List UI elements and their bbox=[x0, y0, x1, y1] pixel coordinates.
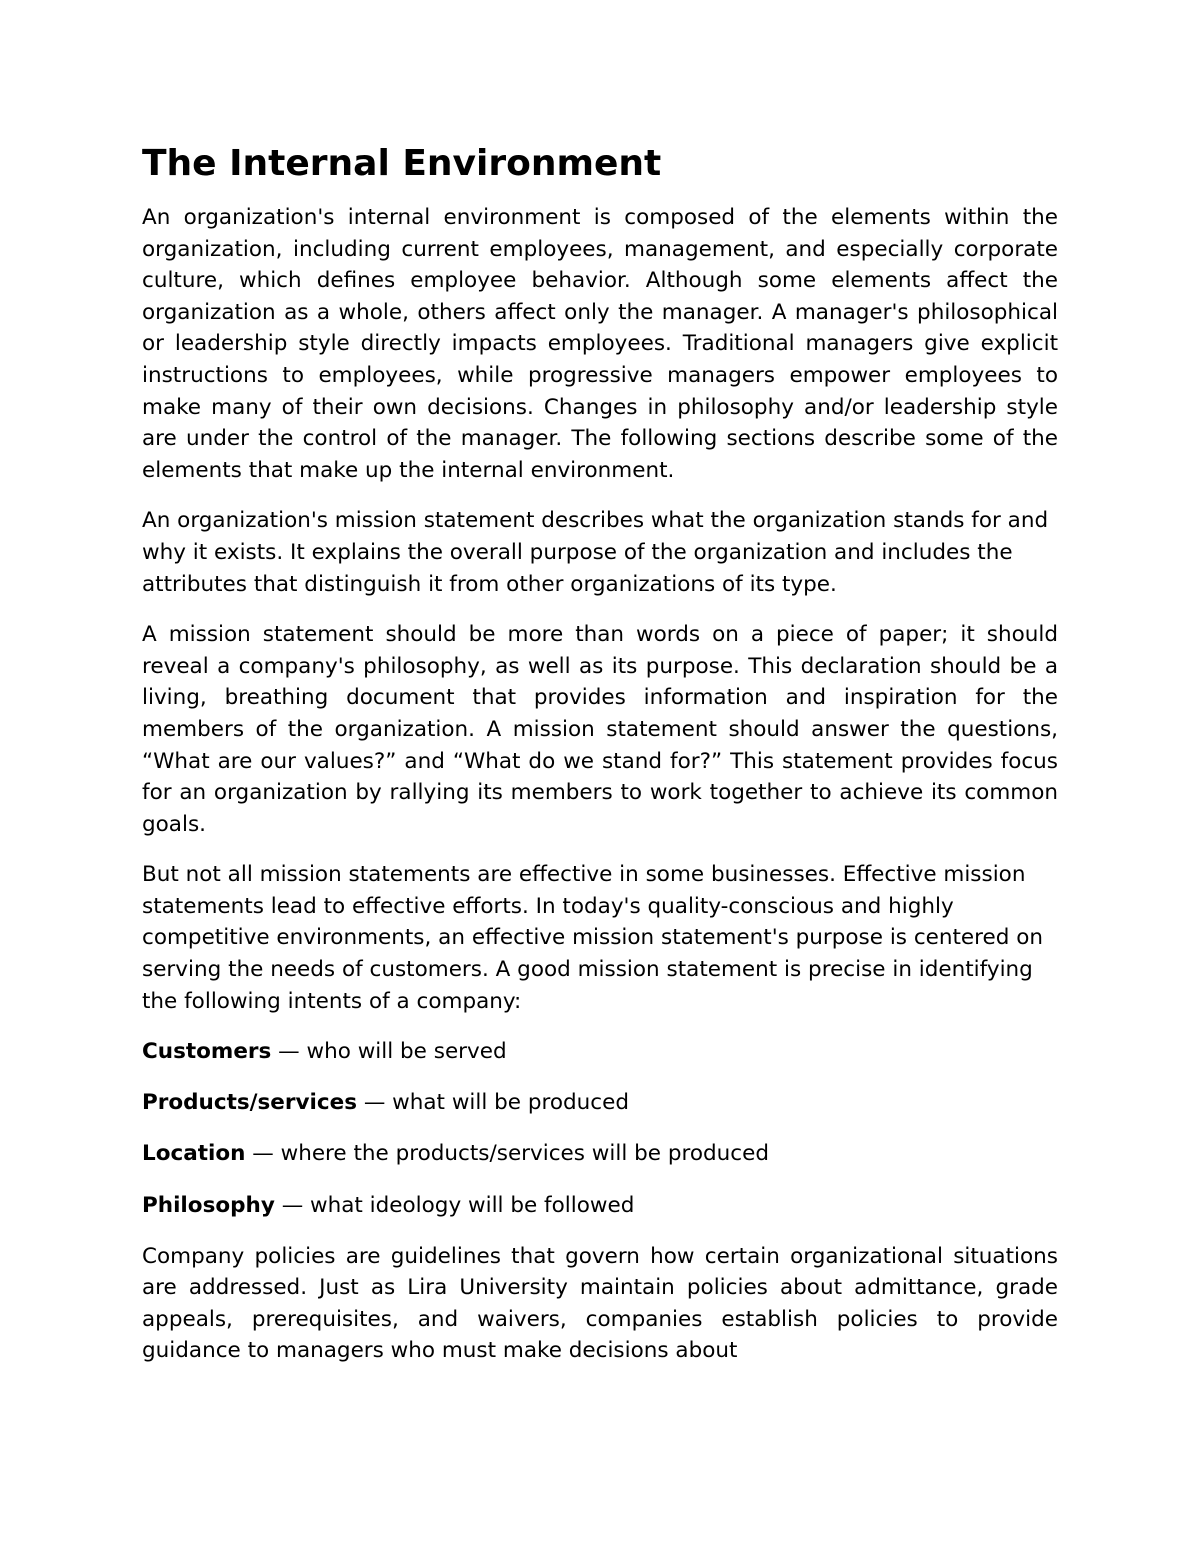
document-title: The Internal Environment bbox=[142, 143, 662, 184]
paragraph-effective-mission-statements: But not all mission statements are effective in some businesses. Effective mission statements lead to effective efforts. In today's quality-conscious and highly competitive environments, an effective mission statement's purpose is centered on serving the needs of customers. A good mission statement is precise in identifying the following intents of a company: bbox=[142, 862, 1044, 1014]
intent-description: — what ideology will be followed bbox=[274, 1192, 635, 1218]
document-page bbox=[142, 138, 1058, 1386]
intent-term: Philosophy bbox=[142, 1192, 275, 1218]
intent-description: — where the products/services will be produced bbox=[245, 1141, 769, 1167]
paragraph-internal-environment: An organization's internal environment is composed of the elements within the organization, including current employees, management, and especially corporate culture, which defines employee behavior. Although some elements affect the organization as a whole, others affect only the manager. A manager's philosophical or leadership style directly impacts employees. Traditional managers give explicit instructions to employees, while progressive managers empower employees to make many of their own decisions. Changes in philosophy and/or leadership style are under the control of the manager. The following sections describe some of the elements that make up the internal environment. bbox=[142, 205, 1058, 483]
intent-term: Products/services bbox=[142, 1090, 357, 1116]
paragraph-mission-statement-definition: An organization's mission statement describes what the organization stands for and why it exists. It explains the overall purpose of the organization and includes the attributes that distinguish it from other organizations of its type. bbox=[142, 508, 1049, 597]
paragraph-company-policies: Company policies are guidelines that govern how certain organizational situations are addressed. Just as Lira University maintain policies about admittance, grade appeals, prerequisites, and waivers, companies establish policies to provide guidance to managers who must make decisions about bbox=[142, 1243, 1058, 1364]
intent-description: — what will be produced bbox=[357, 1090, 630, 1116]
intent-description: — who will be served bbox=[271, 1039, 507, 1065]
paragraph-mission-statement-purpose: A mission statement should be more than words on a piece of paper; it should reveal a company's philosophy, as well as its purpose. This declaration should be a living, breathing document that provides information and inspiration for the members of the organization. A mission statement should answer the questions, “What are our values?” and “What do we stand for?” This statement provides focus for an organization by rallying its members to work together to achieve its common goals. bbox=[142, 622, 1058, 837]
intent-philosophy bbox=[142, 1190, 1058, 1222]
intent-location bbox=[142, 1138, 1058, 1170]
intent-products-services bbox=[142, 1087, 1058, 1119]
intent-term: Customers bbox=[142, 1039, 272, 1065]
intent-customers bbox=[142, 1036, 1058, 1068]
intent-term: Location bbox=[142, 1141, 246, 1167]
